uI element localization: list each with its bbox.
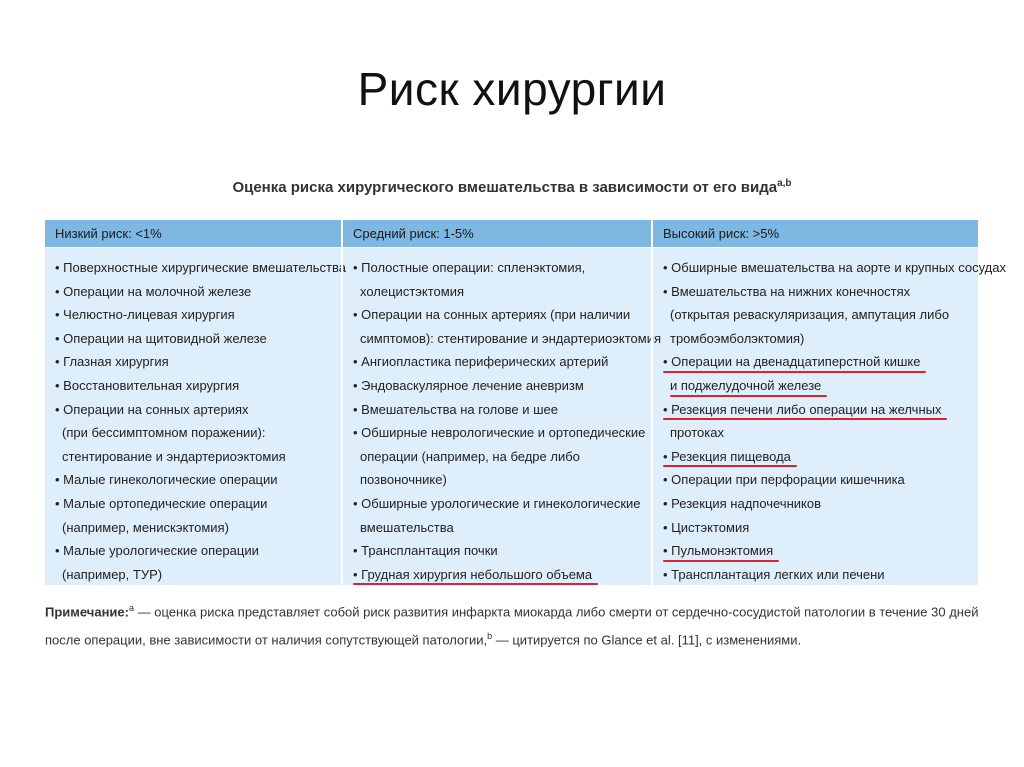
- footnote-text-a: — оценка риска представляет собой риск развития инфаркта миокарда либо смерти от сердечно-сосудистой патологии в течение 30 дней после операции, вне зависимости от наличия сопутствующей патологии,: [45, 604, 979, 648]
- footnote-text-b: — цитируется по Glance et al. [11], с изменениями.: [492, 632, 802, 648]
- table-cell-text: • Резекция печени либо операции на желчных: [663, 401, 942, 417]
- table-cell-line: [353, 563, 651, 587]
- table-cell-line: [663, 398, 978, 422]
- table-cell-line: [55, 563, 341, 587]
- table-cell-text: • Вмешательства на голове и шее: [353, 401, 558, 417]
- table-cell-line: [663, 492, 978, 516]
- table-cell-line: [55, 256, 346, 280]
- table-cell-text: • Эндоваскулярное лечение аневризм: [353, 377, 584, 393]
- column-header-high-risk: Высокий риск: >5%: [653, 220, 978, 248]
- table-cell-line: [353, 374, 651, 398]
- table-cell-line: [663, 563, 978, 587]
- table-caption-text: Оценка риска хирургического вмешательства в зависимости от его вида: [232, 179, 778, 196]
- table-cell-text: • Глазная хирургия: [55, 354, 169, 370]
- column-high-risk: [651, 220, 1006, 586]
- table-cell-text: • Операции на сонных артериях (при наличии: [353, 307, 631, 323]
- table-cell-text: • Грудная хирургия небольшого объема: [353, 566, 593, 582]
- table-cell-line: [663, 421, 978, 445]
- red-underline-mark: [353, 583, 598, 585]
- table-cell-line: [663, 374, 978, 398]
- table-cell-text: • Полостные операции: спленэктомия,: [353, 260, 586, 275]
- table-cell-line: [663, 327, 978, 351]
- table-cell-text: • Ангиопластика периферических артерий: [353, 354, 609, 370]
- column-body-low-risk: [45, 248, 346, 586]
- table-cell-line: [55, 398, 341, 422]
- table-cell-text: (открытая реваскуляризация, ампутация либо: [670, 307, 950, 323]
- table-cell-line: [55, 516, 341, 540]
- column-low-risk: [45, 220, 346, 586]
- column-header-medium-risk: Средний риск: 1-5%: [343, 220, 651, 248]
- footnote: [45, 596, 985, 653]
- table-cell-text: • Обширные урологические и гинекологические: [353, 495, 641, 511]
- table-cell-text: тромбоэмболэктомия): [670, 330, 805, 346]
- table-cell-line: [55, 327, 341, 351]
- table-cell-line: [353, 303, 651, 327]
- table-cell-line: [353, 516, 651, 540]
- table-cell-text: • Операции на двенадцатиперстной кишке: [663, 354, 921, 370]
- table-cell-line: [55, 468, 341, 492]
- table-cell-text: • Челюстно-лицевая хирургия: [55, 307, 235, 323]
- red-underline-mark: [663, 465, 797, 467]
- table-cell-line: [663, 445, 978, 469]
- table-cell-line: [353, 421, 651, 445]
- table-cell-line: [353, 280, 651, 304]
- table-cell-text: • Обширные неврологические и ортопедические: [353, 425, 646, 441]
- risk-table: [45, 220, 1006, 585]
- table-cell-line: [55, 303, 341, 327]
- table-cell-text: стентирование и эндартериоэктомия: [62, 448, 286, 464]
- table-cell-line: [353, 492, 651, 516]
- table-cell-line: [55, 280, 341, 304]
- table-cell-text: холецистэктомия: [360, 283, 465, 299]
- column-body-high-risk: [653, 248, 1006, 586]
- table-cell-text: • Операции на сонных артериях: [55, 401, 249, 417]
- table-cell-line: [663, 539, 978, 563]
- table-cell-line: [353, 539, 651, 563]
- column-medium-risk: [341, 220, 662, 586]
- table-cell-line: [353, 468, 651, 492]
- table-cell-text: • Малые гинекологические операции: [55, 472, 278, 488]
- table-cell-line: [55, 539, 341, 563]
- table-cell-text: (при бессимптомном поражении):: [62, 425, 266, 441]
- table-cell-text: • Трансплантация легких или печени: [663, 566, 885, 582]
- table-cell-text: • Цистэктомия: [663, 519, 750, 535]
- table-cell-text: • Резекция пищевода: [663, 448, 791, 464]
- footnote-sup-b: b: [487, 631, 493, 642]
- table-cell-line: [55, 374, 341, 398]
- table-cell-text: и поджелудочной железе: [670, 377, 822, 393]
- table-cell-text: • Малые урологические операции: [55, 543, 259, 559]
- table-cell-text: (например, менискэктомия): [62, 519, 229, 535]
- table-caption: [0, 178, 1024, 196]
- table-cell-line: [55, 350, 341, 374]
- table-cell-text: симптомов): стентирование и эндартериоэктомия: [360, 330, 662, 346]
- column-body-medium-risk: [343, 248, 662, 586]
- table-cell-text: • Операции при перфорации кишечника: [663, 472, 905, 488]
- footnote-sup-a: a: [128, 603, 134, 613]
- table-cell-line: [353, 256, 651, 280]
- table-cell-text: • Малые ортопедические операции: [55, 495, 268, 511]
- table-cell-text: • Восстановительная хирургия: [55, 377, 240, 393]
- table-cell-text: • Вмешательства на нижних конечностях: [663, 283, 911, 299]
- red-underline-mark: [663, 418, 947, 420]
- red-underline-mark: [663, 371, 926, 373]
- table-cell-line: [663, 350, 978, 374]
- red-underline-mark: [670, 395, 827, 397]
- table-cell-text: вмешательства: [360, 519, 454, 535]
- table-cell-line: [55, 421, 341, 445]
- table-cell-line: [663, 280, 978, 304]
- table-cell-text: • Операции на молочной железе: [55, 283, 252, 299]
- table-cell-text: • Операции на щитовидной железе: [55, 330, 267, 346]
- table-cell-line: [353, 398, 651, 422]
- table-cell-text: позвоночнике): [360, 472, 447, 488]
- red-underline-mark: [663, 560, 779, 562]
- table-cell-text: (например, ТУР): [62, 566, 163, 582]
- slide-title: Риск хирургии: [357, 63, 667, 115]
- footnote-label: Примечание:: [45, 604, 129, 620]
- table-cell-line: [663, 303, 978, 327]
- table-cell-line: [663, 468, 978, 492]
- table-cell-line: [55, 492, 341, 516]
- table-cell-line: [663, 256, 1006, 280]
- table-cell-line: [353, 327, 662, 351]
- table-cell-text: • Поверхностные хирургические вмешательства: [55, 260, 346, 275]
- table-cell-text: • Резекция надпочечников: [663, 495, 822, 511]
- table-cell-text: протоках: [670, 425, 724, 441]
- table-cell-text: • Трансплантация почки: [353, 543, 498, 559]
- table-cell-line: [353, 350, 651, 374]
- table-caption-sup: a,b: [777, 178, 792, 189]
- table-cell-line: [55, 445, 341, 469]
- table-cell-line: [663, 516, 978, 540]
- table-cell-line: [353, 445, 651, 469]
- table-cell-text: • Пульмонэктомия: [663, 543, 774, 559]
- table-cell-text: • Обширные вмешательства на аорте и крупных сосудах: [663, 260, 1006, 275]
- table-cell-text: операции (например, на бедре либо: [360, 448, 580, 464]
- column-header-low-risk: Низкий риск: <1%: [45, 220, 341, 248]
